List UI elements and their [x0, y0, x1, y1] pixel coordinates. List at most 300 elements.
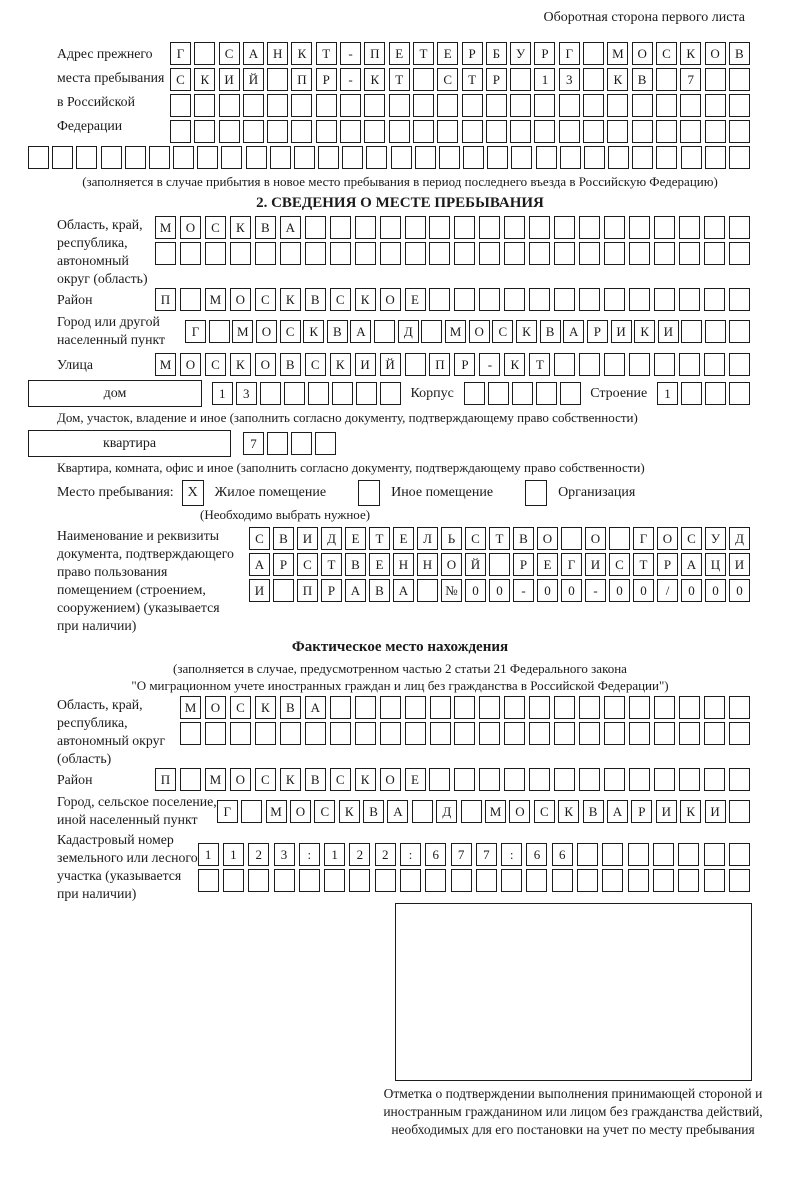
char-box[interactable] [604, 216, 625, 239]
char-box[interactable]: И [355, 353, 376, 376]
char-box[interactable] [679, 216, 700, 239]
char-box[interactable] [375, 869, 396, 892]
char-box[interactable]: П [155, 768, 176, 791]
char-box[interactable] [577, 843, 598, 866]
char-box[interactable]: В [345, 553, 366, 576]
char-box[interactable] [454, 768, 475, 791]
char-box[interactable]: А [243, 42, 264, 65]
char-box[interactable] [198, 869, 219, 892]
char-box[interactable] [330, 722, 351, 745]
char-box[interactable] [602, 843, 623, 866]
char-box[interactable]: С [330, 288, 351, 311]
char-box[interactable] [173, 146, 194, 169]
char-box[interactable]: - [585, 579, 606, 602]
char-box[interactable] [604, 768, 625, 791]
char-box[interactable] [52, 146, 73, 169]
char-box[interactable]: 7 [476, 843, 497, 866]
char-box[interactable] [230, 242, 251, 265]
char-box[interactable] [704, 843, 725, 866]
char-box[interactable] [729, 320, 750, 343]
char-box[interactable]: С [170, 68, 191, 91]
char-box[interactable] [316, 120, 337, 143]
char-box[interactable]: С [609, 553, 630, 576]
char-box[interactable] [729, 216, 750, 239]
char-box[interactable]: Р [454, 353, 475, 376]
char-box[interactable]: М [155, 216, 176, 239]
char-box[interactable]: Й [380, 353, 401, 376]
char-box[interactable] [704, 216, 725, 239]
char-box[interactable] [579, 288, 600, 311]
char-box[interactable] [374, 320, 395, 343]
char-box[interactable] [291, 432, 312, 455]
char-box[interactable] [679, 696, 700, 719]
char-box[interactable] [608, 146, 629, 169]
char-box[interactable]: Т [462, 68, 483, 91]
char-box[interactable]: М [485, 800, 506, 823]
char-box[interactable]: К [280, 288, 301, 311]
char-box[interactable] [197, 146, 218, 169]
char-box[interactable]: 7 [451, 843, 472, 866]
char-box[interactable]: С [230, 696, 251, 719]
char-box[interactable] [180, 722, 201, 745]
char-box[interactable] [704, 353, 725, 376]
char-box[interactable] [330, 216, 351, 239]
char-box[interactable] [380, 216, 401, 239]
char-box[interactable] [656, 120, 677, 143]
char-box[interactable] [559, 120, 580, 143]
char-box[interactable] [604, 722, 625, 745]
char-box[interactable] [454, 216, 475, 239]
char-box[interactable] [332, 382, 353, 405]
char-box[interactable] [241, 800, 262, 823]
char-box[interactable] [454, 722, 475, 745]
char-box[interactable] [364, 120, 385, 143]
char-box[interactable] [510, 120, 531, 143]
char-box[interactable]: К [280, 768, 301, 791]
char-box[interactable]: А [607, 800, 628, 823]
char-box[interactable]: 2 [248, 843, 269, 866]
char-box[interactable] [681, 382, 702, 405]
char-box[interactable] [486, 94, 507, 117]
char-box[interactable]: / [657, 579, 678, 602]
char-box[interactable] [729, 722, 750, 745]
char-box[interactable]: Н [393, 553, 414, 576]
char-box[interactable]: Е [437, 42, 458, 65]
char-box[interactable]: 2 [375, 843, 396, 866]
char-box[interactable]: Н [417, 553, 438, 576]
char-box[interactable] [125, 146, 146, 169]
char-box[interactable] [629, 768, 650, 791]
char-box[interactable] [170, 120, 191, 143]
char-box[interactable] [489, 553, 510, 576]
char-box[interactable] [405, 353, 426, 376]
char-box[interactable]: 7 [243, 432, 264, 455]
char-box[interactable]: 0 [609, 579, 630, 602]
char-box[interactable] [405, 722, 426, 745]
char-box[interactable] [604, 353, 625, 376]
char-box[interactable]: К [230, 216, 251, 239]
char-box[interactable] [653, 869, 674, 892]
char-box[interactable]: 1 [198, 843, 219, 866]
char-box[interactable] [454, 288, 475, 311]
char-box[interactable]: Ь [441, 527, 462, 550]
char-box[interactable] [654, 242, 675, 265]
char-box[interactable]: Т [369, 527, 390, 550]
char-box[interactable] [366, 146, 387, 169]
char-box[interactable] [604, 696, 625, 719]
char-box[interactable]: К [330, 353, 351, 376]
char-box[interactable] [629, 722, 650, 745]
char-box[interactable]: А [350, 320, 371, 343]
char-box[interactable]: С [656, 42, 677, 65]
char-box[interactable]: М [155, 353, 176, 376]
char-box[interactable] [729, 242, 750, 265]
char-box[interactable] [554, 768, 575, 791]
char-box[interactable] [429, 288, 450, 311]
char-box[interactable]: Е [389, 42, 410, 65]
char-box[interactable] [704, 242, 725, 265]
char-box[interactable] [654, 722, 675, 745]
char-box[interactable] [380, 696, 401, 719]
char-box[interactable]: М [266, 800, 287, 823]
char-box[interactable] [729, 800, 750, 823]
char-box[interactable]: О [441, 553, 462, 576]
char-box[interactable] [315, 432, 336, 455]
char-box[interactable] [602, 869, 623, 892]
char-box[interactable]: 0 [681, 579, 702, 602]
char-box[interactable] [355, 242, 376, 265]
char-box[interactable] [243, 94, 264, 117]
char-box[interactable] [678, 869, 699, 892]
char-box[interactable] [504, 768, 525, 791]
char-box[interactable]: О [380, 768, 401, 791]
char-box[interactable]: О [180, 216, 201, 239]
char-box[interactable] [479, 696, 500, 719]
char-box[interactable] [330, 242, 351, 265]
char-box[interactable] [194, 120, 215, 143]
char-box[interactable]: Р [657, 553, 678, 576]
char-box[interactable] [577, 869, 598, 892]
char-box[interactable] [486, 120, 507, 143]
char-box[interactable] [355, 216, 376, 239]
char-box[interactable] [461, 800, 482, 823]
char-box[interactable] [536, 146, 557, 169]
char-box[interactable] [380, 722, 401, 745]
char-box[interactable] [479, 722, 500, 745]
char-box[interactable] [654, 696, 675, 719]
char-box[interactable]: Г [185, 320, 206, 343]
char-box[interactable]: О [255, 353, 276, 376]
char-box[interactable] [609, 527, 630, 550]
char-box[interactable] [654, 288, 675, 311]
char-box[interactable] [439, 146, 460, 169]
char-box[interactable]: С [492, 320, 513, 343]
char-box[interactable]: - [479, 353, 500, 376]
char-box[interactable] [629, 353, 650, 376]
char-box[interactable] [243, 120, 264, 143]
char-box[interactable] [305, 722, 326, 745]
char-box[interactable] [654, 768, 675, 791]
char-box[interactable]: Е [537, 553, 558, 576]
char-box[interactable]: : [400, 843, 421, 866]
char-box[interactable] [583, 120, 604, 143]
char-box[interactable] [267, 432, 288, 455]
char-box[interactable]: А [681, 553, 702, 576]
char-box[interactable] [454, 242, 475, 265]
char-box[interactable] [364, 94, 385, 117]
char-box[interactable] [679, 288, 700, 311]
char-box[interactable] [155, 242, 176, 265]
char-box[interactable] [729, 353, 750, 376]
char-box[interactable] [628, 869, 649, 892]
char-box[interactable]: Ц [705, 553, 726, 576]
char-box[interactable] [680, 94, 701, 117]
char-box[interactable] [579, 242, 600, 265]
char-box[interactable] [679, 768, 700, 791]
char-box[interactable] [705, 68, 726, 91]
char-box[interactable]: М [232, 320, 253, 343]
char-box[interactable] [579, 216, 600, 239]
char-box[interactable] [488, 382, 509, 405]
char-box[interactable]: - [513, 579, 534, 602]
char-box[interactable]: К [230, 353, 251, 376]
char-box[interactable] [405, 696, 426, 719]
char-box[interactable]: : [501, 843, 522, 866]
char-box[interactable] [476, 869, 497, 892]
char-box[interactable]: Е [345, 527, 366, 550]
char-box[interactable] [604, 242, 625, 265]
char-box[interactable] [340, 120, 361, 143]
char-box[interactable] [294, 146, 315, 169]
char-box[interactable]: И [729, 553, 750, 576]
char-box[interactable]: С [437, 68, 458, 91]
char-box[interactable] [28, 146, 49, 169]
char-box[interactable]: М [607, 42, 628, 65]
char-box[interactable]: В [363, 800, 384, 823]
char-box[interactable] [554, 216, 575, 239]
char-box[interactable] [380, 382, 401, 405]
char-box[interactable] [511, 146, 532, 169]
char-box[interactable]: У [705, 527, 726, 550]
char-box[interactable] [632, 146, 653, 169]
char-box[interactable]: О [230, 288, 251, 311]
char-box[interactable] [421, 320, 442, 343]
char-box[interactable] [654, 353, 675, 376]
char-box[interactable] [180, 242, 201, 265]
char-box[interactable] [681, 146, 702, 169]
char-box[interactable]: О [180, 353, 201, 376]
char-box[interactable] [552, 869, 573, 892]
char-box[interactable]: 1 [212, 382, 233, 405]
char-box[interactable] [534, 94, 555, 117]
char-box[interactable]: С [297, 553, 318, 576]
char-box[interactable]: С [465, 527, 486, 550]
char-box[interactable]: 0 [489, 579, 510, 602]
char-box[interactable] [705, 382, 726, 405]
char-box[interactable] [681, 320, 702, 343]
char-box[interactable] [291, 94, 312, 117]
char-box[interactable]: В [583, 800, 604, 823]
char-box[interactable] [413, 68, 434, 91]
char-box[interactable] [729, 843, 750, 866]
char-box[interactable]: К [634, 320, 655, 343]
char-box[interactable] [267, 94, 288, 117]
char-box[interactable]: Т [529, 353, 550, 376]
char-box[interactable]: 2 [349, 843, 370, 866]
char-box[interactable]: 6 [526, 843, 547, 866]
char-box[interactable]: Г [633, 527, 654, 550]
char-box[interactable]: В [327, 320, 348, 343]
char-box[interactable]: О [657, 527, 678, 550]
char-box[interactable] [389, 120, 410, 143]
char-box[interactable] [451, 869, 472, 892]
char-box[interactable] [729, 696, 750, 719]
char-box[interactable] [400, 869, 421, 892]
char-box[interactable]: В [273, 527, 294, 550]
char-box[interactable] [629, 696, 650, 719]
char-box[interactable] [230, 722, 251, 745]
char-box[interactable]: И [585, 553, 606, 576]
char-box[interactable]: К [680, 42, 701, 65]
char-box[interactable] [194, 94, 215, 117]
char-box[interactable] [270, 146, 291, 169]
char-box[interactable]: К [504, 353, 525, 376]
char-box[interactable] [629, 242, 650, 265]
char-box[interactable] [340, 94, 361, 117]
char-box[interactable] [462, 94, 483, 117]
char-box[interactable] [180, 768, 201, 791]
char-box[interactable]: О [205, 696, 226, 719]
char-box[interactable] [246, 146, 267, 169]
char-box[interactable] [704, 722, 725, 745]
char-box[interactable]: И [656, 800, 677, 823]
char-box[interactable] [316, 94, 337, 117]
char-box[interactable]: К [364, 68, 385, 91]
char-box[interactable] [342, 146, 363, 169]
char-box[interactable]: 0 [465, 579, 486, 602]
char-box[interactable] [280, 722, 301, 745]
char-box[interactable] [554, 353, 575, 376]
char-box[interactable] [579, 353, 600, 376]
char-box[interactable]: В [280, 353, 301, 376]
char-box[interactable]: : [299, 843, 320, 866]
char-box[interactable] [529, 216, 550, 239]
char-box[interactable] [223, 869, 244, 892]
char-box[interactable]: К [303, 320, 324, 343]
char-box[interactable] [705, 120, 726, 143]
char-box[interactable]: А [393, 579, 414, 602]
char-box[interactable] [415, 146, 436, 169]
char-box[interactable]: Д [321, 527, 342, 550]
char-box[interactable]: П [297, 579, 318, 602]
checkbox-organizatsiya[interactable] [525, 480, 547, 506]
char-box[interactable] [380, 242, 401, 265]
char-box[interactable]: И [249, 579, 270, 602]
char-box[interactable]: О [705, 42, 726, 65]
char-box[interactable]: О [537, 527, 558, 550]
char-box[interactable] [255, 722, 276, 745]
char-box[interactable]: О [509, 800, 530, 823]
char-box[interactable] [678, 843, 699, 866]
char-box[interactable] [413, 120, 434, 143]
char-box[interactable] [579, 768, 600, 791]
char-box[interactable] [413, 94, 434, 117]
char-box[interactable]: М [205, 768, 226, 791]
char-box[interactable]: М [205, 288, 226, 311]
char-box[interactable] [284, 382, 305, 405]
char-box[interactable] [267, 68, 288, 91]
char-box[interactable] [729, 120, 750, 143]
char-box[interactable]: В [369, 579, 390, 602]
char-box[interactable]: С [205, 216, 226, 239]
char-box[interactable]: К [355, 768, 376, 791]
char-box[interactable]: И [611, 320, 632, 343]
char-box[interactable] [656, 94, 677, 117]
char-box[interactable] [479, 288, 500, 311]
char-box[interactable]: Е [405, 768, 426, 791]
char-box[interactable] [479, 768, 500, 791]
char-box[interactable] [308, 382, 329, 405]
char-box[interactable]: Т [413, 42, 434, 65]
char-box[interactable] [512, 382, 533, 405]
char-box[interactable]: А [345, 579, 366, 602]
char-box[interactable]: К [680, 800, 701, 823]
char-box[interactable] [559, 94, 580, 117]
char-box[interactable] [101, 146, 122, 169]
char-box[interactable]: 0 [729, 579, 750, 602]
char-box[interactable]: П [364, 42, 385, 65]
char-box[interactable] [729, 146, 750, 169]
char-box[interactable] [583, 68, 604, 91]
char-box[interactable]: В [305, 768, 326, 791]
char-box[interactable] [729, 768, 750, 791]
char-box[interactable]: А [387, 800, 408, 823]
char-box[interactable]: С [255, 768, 276, 791]
char-box[interactable] [463, 146, 484, 169]
char-box[interactable]: В [255, 216, 276, 239]
char-box[interactable]: 6 [425, 843, 446, 866]
char-box[interactable]: М [180, 696, 201, 719]
char-box[interactable] [604, 288, 625, 311]
char-box[interactable] [389, 94, 410, 117]
char-box[interactable] [355, 696, 376, 719]
char-box[interactable]: Т [389, 68, 410, 91]
char-box[interactable]: И [705, 800, 726, 823]
char-box[interactable]: Г [217, 800, 238, 823]
char-box[interactable]: О [230, 768, 251, 791]
char-box[interactable]: С [219, 42, 240, 65]
char-box[interactable]: Р [486, 68, 507, 91]
char-box[interactable] [607, 94, 628, 117]
char-box[interactable]: Д [398, 320, 419, 343]
char-box[interactable]: К [355, 288, 376, 311]
char-box[interactable] [629, 288, 650, 311]
char-box[interactable] [628, 843, 649, 866]
char-box[interactable] [679, 722, 700, 745]
char-box[interactable] [180, 288, 201, 311]
char-box[interactable] [273, 579, 294, 602]
char-box[interactable] [729, 382, 750, 405]
char-box[interactable] [529, 696, 550, 719]
char-box[interactable]: С [330, 768, 351, 791]
char-box[interactable] [267, 120, 288, 143]
char-box[interactable] [729, 94, 750, 117]
char-box[interactable] [510, 68, 531, 91]
char-box[interactable]: В [513, 527, 534, 550]
checkbox-inoe-pomeshchenie[interactable] [358, 480, 380, 506]
char-box[interactable]: Г [559, 42, 580, 65]
char-box[interactable] [560, 382, 581, 405]
